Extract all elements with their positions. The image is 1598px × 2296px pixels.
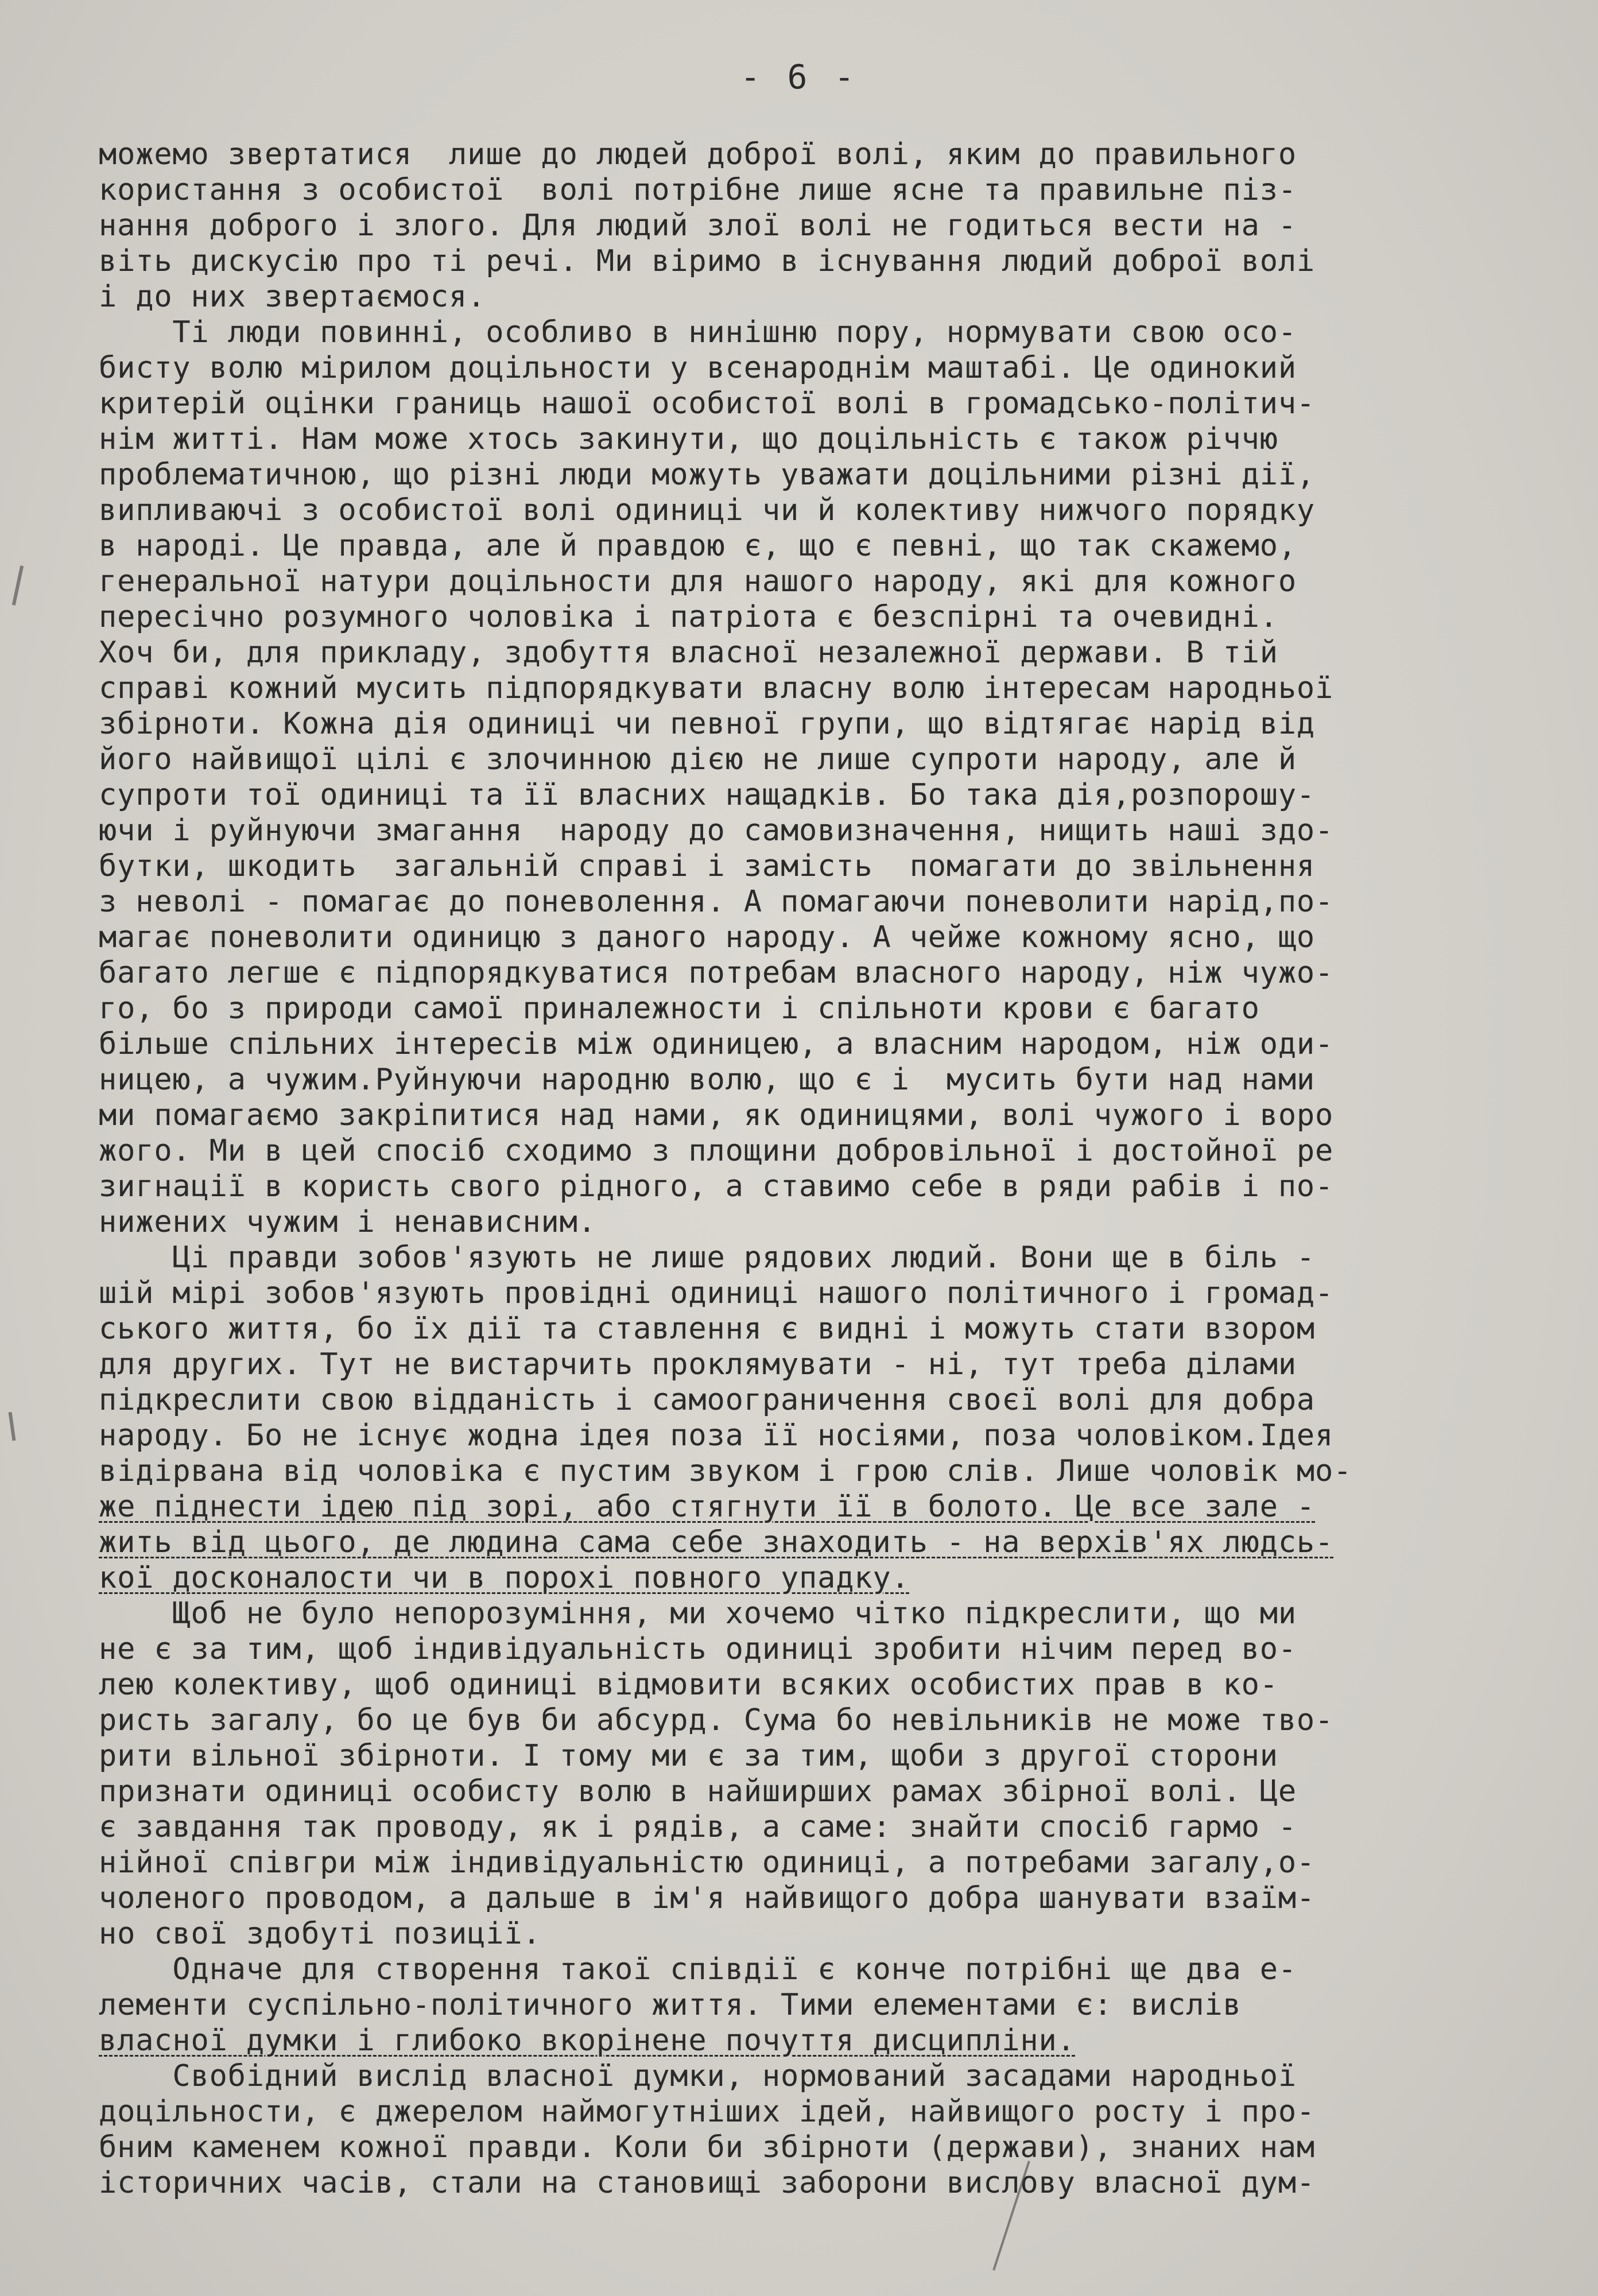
text-line: його найвищої цілі є злочинною дією не лише супроти народу, але й [99, 742, 1297, 777]
text-line: народу. Бо не існує жодна ідея поза її носіями, поза чоловіком.Ідея [99, 1418, 1334, 1453]
text-line: шій мірі зобов'язують провідні одиниці нашого політичного і громад- [99, 1276, 1334, 1310]
text-line: більше спільних інтересів між одиницею, а власним народом, ніж оди- [99, 1027, 1334, 1061]
text-line: магає поневолити одиницю з даного народу. А чейже кожному ясно, що [99, 920, 1316, 955]
text-line: жого. Ми в цей спосіб сходимо з площини добровільної і достойної ре [99, 1134, 1334, 1168]
text-line: ристь загалу, бо це був би абсурд. Сума бо невільників не може тво- [99, 1703, 1334, 1737]
text-line: проблематичною, що різні люди можуть уважати доцільними різні дії, [99, 457, 1316, 492]
text-line: бним каменем кожної правди. Коли би збірноти (держави), знаних нам [99, 2130, 1316, 2165]
text-line: в народі. Це правда, але й правдою є, що є певні, що так скажемо, [99, 529, 1297, 563]
text-line: критерій оцінки границь нашої особистої волі в громадсько-політич- [99, 386, 1316, 421]
text-line: нійної співгри між індивідуальністю одиниці, а потребами загалу,о- [99, 1845, 1316, 1880]
text-line: нім житті. Нам може хтось закинути, що доцільність є також річчю [99, 422, 1278, 456]
underlined-text-line: власної думки і глибоко вкорінене почуття дисципліни. [99, 2023, 1076, 2058]
text-line: бисту волю мірилом доцільности у всенароднім маштабі. Це одинокий [99, 351, 1297, 385]
text-line: лею колективу, щоб одиниці відмовити всяких особистих прав в ко- [99, 1667, 1278, 1702]
text-line: рити вільної збірноти. І тому ми є за тим, щоби з другої сторони [99, 1739, 1278, 1773]
text-line: віть дискусію про ті речі. Ми віримо в існування людий доброї волі [99, 244, 1316, 278]
underlined-text-line: кої досконалости чи в порохі повного упадку. [99, 1561, 910, 1595]
text-line: зигнації в користь свого рідного, а ставимо себе в ряди рабів і по- [99, 1169, 1334, 1204]
text-line: випливаючі з особистої волі одиниці чи й колективу нижчого порядку [99, 493, 1316, 528]
text-line: не є за тим, щоб індивідуальність одиниці зробити нічим перед во- [99, 1632, 1297, 1666]
text-line: нижених чужим і ненависним. [99, 1205, 596, 1239]
text-line: для других. Тут не вистарчить проклямувати - ні, тут треба ділами [99, 1347, 1297, 1382]
document-body [99, 137, 1528, 2201]
text-line: історичних часів, стали на становищі заборони вислову власної дум- [99, 2166, 1316, 2200]
text-line: супроти тої одиниці та її власних нащадків. Бо така дія,розпорошу- [99, 778, 1316, 812]
text-line: ницею, а чужим.Руйнуючи народню волю, що є і мусить бути над нами [99, 1062, 1316, 1097]
text-line: з неволі - помагає до поневолення. А помагаючи поневолити нарід,по- [99, 885, 1334, 919]
text-line: Свобідний вислід власної думки, нормований засадами народньої [99, 2059, 1297, 2093]
text-line: генеральної натури доцільности для нашого народу, які для кожного [99, 564, 1297, 599]
text-line: пересічно розумного чоловіка і патріота є безспірні та очевидні. [99, 600, 1278, 634]
text-line: ючи і руйнуючи змагання народу до самовизначення, нищить наші здо- [99, 813, 1334, 848]
margin-mark [12, 565, 24, 606]
text-line: Одначе для створення такої співдії є конче потрібні ще два е- [99, 1952, 1297, 1987]
text-line: признати одиниці особисту волю в найширших рамах збірної волі. Це [99, 1774, 1297, 1809]
text-line: Хоч би, для прикладу, здобуття власної незалежної держави. В тій [99, 635, 1278, 670]
text-line: го, бо з природи самої приналежности і спільноти крови є багато [99, 991, 1260, 1026]
text-line: чоленого проводом, а дальше в ім'я найвищого добра шанувати взаїм- [99, 1881, 1316, 1915]
text-line: підкреслити свою відданість і самоограничення своєї волі для добра [99, 1383, 1316, 1417]
text-line: збірноти. Кожна дія одиниці чи певної групи, що відтягає нарід від [99, 707, 1316, 741]
text-line: Щоб не було непорозуміння, ми хочемо чітко підкреслити, що ми [99, 1596, 1297, 1631]
text-line: Ці правди зобов'язують не лише рядових людий. Вони ще в біль - [99, 1240, 1316, 1275]
text-line: ми помагаємо закріпитися над нами, як одиницями, волі чужого і воро [99, 1098, 1334, 1133]
text-line: відірвана від чоловіка є пустим звуком і грою слів. Лише чоловік мо- [99, 1454, 1352, 1488]
text-line: нання доброго і злого. Для людий злої волі не годиться вести на - [99, 208, 1297, 243]
page-number: - 6 - [740, 57, 858, 96]
text-line: користання з особистої волі потрібне лише ясне та правильне піз- [99, 173, 1297, 207]
text-line: бутки, шкодить загальній справі і замість помагати до звільнення [99, 849, 1316, 883]
margin-mark [9, 1412, 16, 1441]
text-line: багато легше є підпорядкуватися потребам власного народу, ніж чужо- [99, 956, 1334, 990]
text-line: можемо звертатися лише до людей доброї волі, яким до правильного [99, 137, 1297, 172]
text-line: справі кожний мусить підпорядкувати власну волю інтересам народньої [99, 671, 1334, 705]
text-line: лементи суспільно-політичного життя. Тими елементами є: вислів [99, 1988, 1242, 2022]
underlined-text-line: же піднести ідею під зорі, або стягнути її в болото. Це все зале - [99, 1490, 1316, 1524]
text-line: є завдання так проводу, як і рядів, а саме: знайти спосіб гармо - [99, 1810, 1297, 1844]
text-line: Ті люди повинні, особливо в нинішню пору, нормувати свою осо- [99, 315, 1297, 350]
text-line: ського життя, бо їх дії та ставлення є видні і можуть стати взором [99, 1312, 1316, 1346]
text-line: доцільности, є джерелом наймогутніших ідей, найвищого росту і про- [99, 2095, 1316, 2129]
text-line: но свої здобуті позиції. [99, 1917, 541, 1951]
text-line: і до них звертаємося. [99, 280, 486, 314]
underlined-text-line: жить від цього, де людина сама себе знаходить - на верхів'ях людсь- [99, 1525, 1334, 1560]
